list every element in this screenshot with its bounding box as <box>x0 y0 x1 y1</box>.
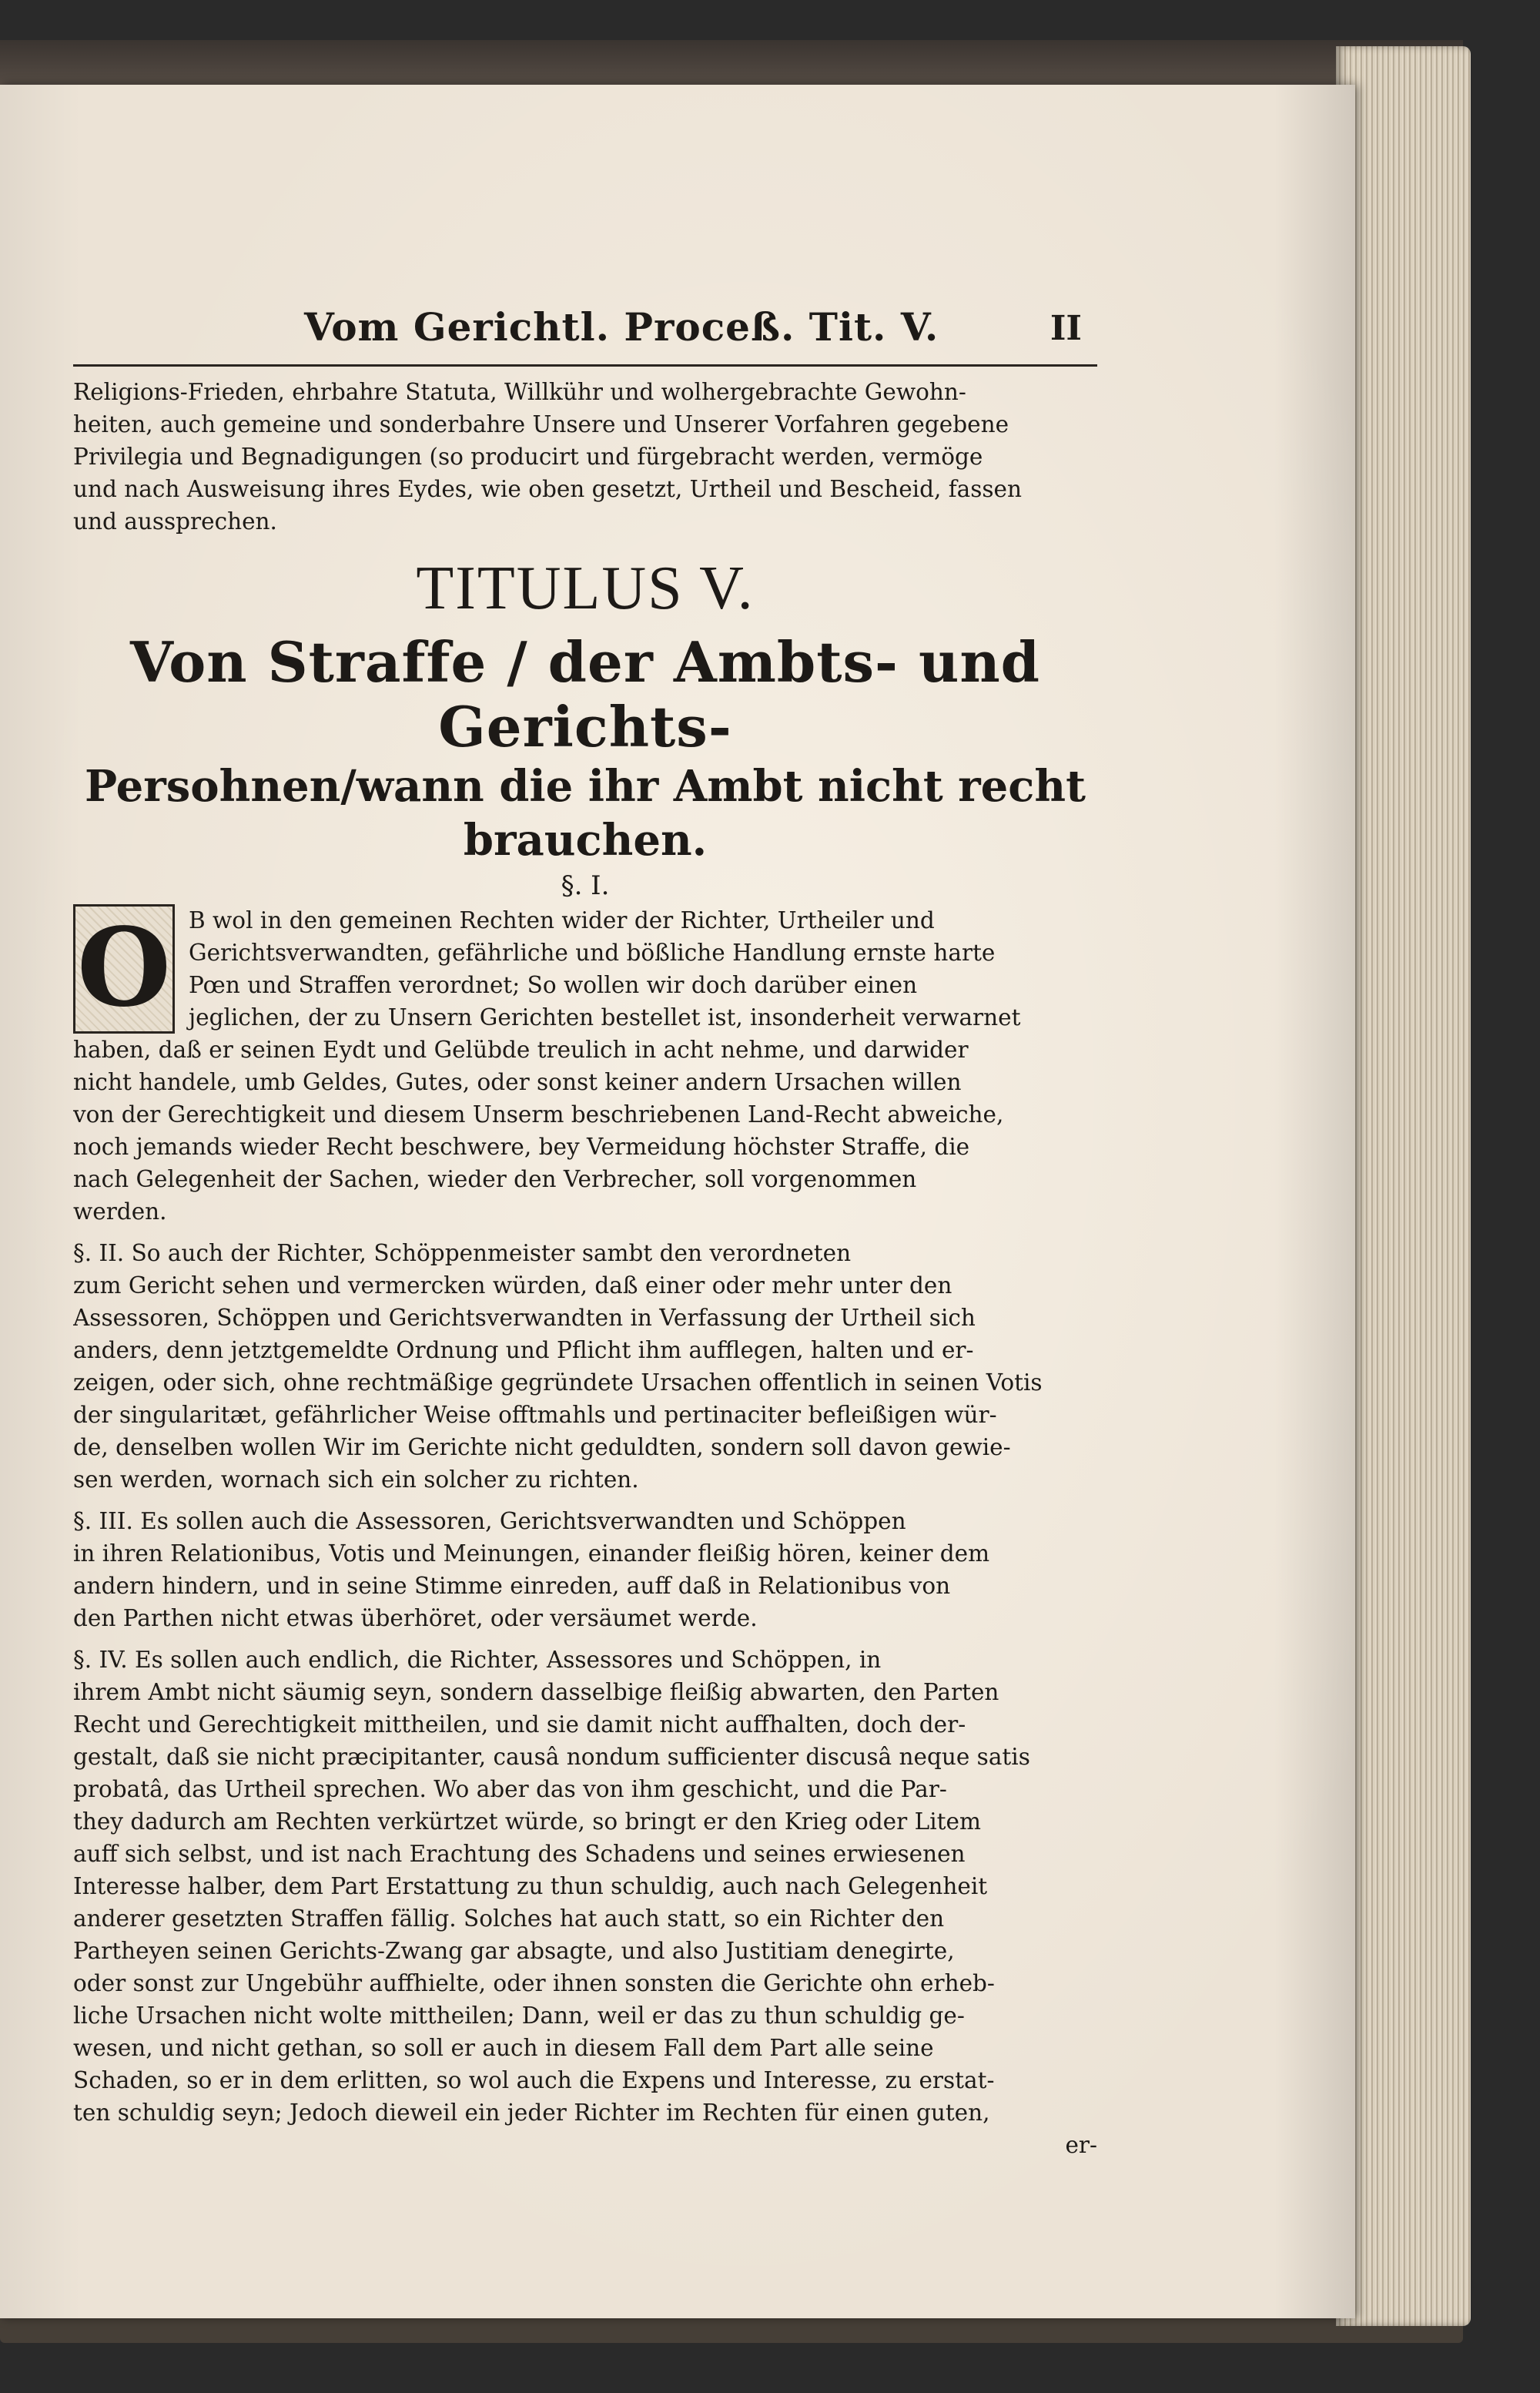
text-line: anderer gesetzten Straffen fällig. Solches hat auch statt, so ein Richter den <box>73 1905 945 1932</box>
text-line: Assessoren, Schöppen und Gerichtsverwandten in Verfassung der Urtheil sich <box>73 1305 976 1331</box>
section-1-paragraph <box>73 904 1097 1228</box>
spacer <box>73 1634 1097 1644</box>
spacer <box>73 1496 1097 1505</box>
text-line: jeglichen, der zu Unsern Gerichten bestellet ist, insonderheit verwarnet <box>189 1004 1021 1031</box>
text-line: werden. <box>73 1198 167 1225</box>
text-line: und nach Ausweisung ihres Eydes, wie oben gesetzt, Urtheil und Bescheid, fassen <box>73 476 1022 502</box>
text-line: noch jemands wieder Recht beschwere, bey Vermeidung höchster Straffe, die <box>73 1134 970 1160</box>
text-line: Recht und Gerechtigkeit mittheilen, und sie damit nicht auffhalten, doch der- <box>73 1711 966 1738</box>
catchword: er- <box>1065 2132 1097 2158</box>
page-number: II <box>1050 309 1082 348</box>
text-line: de, denselben wollen Wir im Gerichte nicht geduldten, sondern soll davon gewie- <box>73 1434 1011 1460</box>
text-line: Partheyen seinen Gerichts-Zwang gar absagte, und also Justitiam denegirte, <box>73 1938 955 1964</box>
text-line: heiten, auch gemeine und sonderbahre Unsere und Unserer Vorfahren gegebene <box>73 411 1009 437</box>
intro-paragraph <box>73 376 1097 538</box>
text-line: ten schuldig seyn; Jedoch dieweil ein jeder Richter im Rechten für einen guten, <box>73 2100 990 2126</box>
text-line: Religions-Frieden, ehrbahre Statuta, Willkühr und wolhergebrachte Gewohn- <box>73 379 966 405</box>
text-line: liche Ursachen nicht wolte mittheilen; Dann, weil er das zu thun schuldig ge- <box>73 2003 965 2029</box>
text-line: they dadurch am Rechten verkürtzet würde, so bringt er den Krieg oder Litem <box>73 1808 981 1835</box>
text-line: den Parthen nicht etwas überhöret, oder versäumet werde. <box>73 1605 758 1631</box>
text-line: Gerichtsverwandten, gefährliche und bößliche Handlung ernste harte <box>189 940 996 966</box>
text-line: Schaden, so er in dem erlitten, so wol auch die Expens und Interesse, zu erstat- <box>73 2067 995 2093</box>
text-line: §. III. Es sollen auch die Assessoren, Gerichtsverwandten und Schöppen <box>73 1508 906 1534</box>
text-line: sen werden, wornach sich ein solcher zu richten. <box>73 1466 639 1493</box>
text-line: der singularitæt, gefährlicher Weise offtmahls und pertinaciter befleißigen wür- <box>73 1402 997 1428</box>
text-line: anders, denn jetztgemeldte Ordnung und Pflicht ihm aufflegen, halten und er- <box>73 1337 974 1363</box>
section-4-paragraph <box>73 1644 1097 2161</box>
chapter-heading-line-2: Persohnen/wann die ihr Ambt nicht recht brauchen. <box>84 761 1086 866</box>
text-line: §. IV. Es sollen auch endlich, die Richter, Assessores und Schöppen, in <box>73 1647 882 1673</box>
text-line: ihrem Ambt nicht säumig seyn, sondern dasselbige fleißig abwarten, den Parten <box>73 1679 999 1705</box>
page-edges <box>1336 46 1471 2326</box>
titulus-heading: TITULUS V. <box>416 555 755 622</box>
section-mark: §. I. <box>561 870 610 901</box>
text-line: nicht handele, umb Geldes, Gutes, oder sonst keiner andern Ursachen willen <box>73 1069 962 1095</box>
text-line: probatâ, das Urtheil sprechen. Wo aber das von ihm geschicht, und die Par- <box>73 1776 947 1802</box>
text-line: haben, daß er seinen Eydt und Gelübde treulich in acht nehme, und darwider <box>73 1037 969 1063</box>
text-line: Pœn und Straffen verordnet; So wollen wir doch darüber einen <box>189 972 918 998</box>
text-line: von der Gerechtigkeit und diesem Unserm beschriebenen Land-Recht abweiche, <box>73 1101 1004 1128</box>
section-3-paragraph <box>73 1505 1097 1634</box>
text-block <box>73 304 1097 2161</box>
text-line: nach Gelegenheit der Sachen, wieder den Verbrecher, soll vorgenommen <box>73 1166 917 1192</box>
text-line: auff sich selbst, und ist nach Erachtung des Schadens und seines erwiesenen <box>73 1841 966 1867</box>
text-line: B wol in den gemeinen Rechten wider der Richter, Urtheiler und <box>189 907 935 933</box>
chapter-heading-line-1: Von Straffe / der Ambts- und Gerichts- <box>129 629 1041 759</box>
text-line: oder sonst zur Ungebühr auffhielte, oder ihnen sonsten die Gerichte ohn erheb- <box>73 1970 995 1996</box>
text-line: zeigen, oder sich, ohne rechtmäßige gegründete Ursachen offentlich in seinen Votis <box>73 1369 1043 1396</box>
text-line: Privilegia und Begnadigungen (so producirt und fürgebracht werden, vermöge <box>73 444 983 470</box>
text-line: zum Gericht sehen und vermercken würden, daß einer oder mehr unter den <box>73 1272 952 1299</box>
text-line: andern hindern, und in seine Stimme einreden, auff daß in Relationibus von <box>73 1573 951 1599</box>
text-line: §. II. So auch der Richter, Schöppenmeister sambt den verordneten <box>73 1240 852 1266</box>
text-line: und aussprechen. <box>73 508 277 535</box>
running-head <box>73 304 1097 367</box>
text-line: gestalt, daß sie nicht præcipitanter, causâ nondum sufficienter discusâ neque satis <box>73 1744 1030 1770</box>
running-head-title: Vom Gerichtl. Proceß. Tit. V. <box>304 304 939 350</box>
spacer <box>73 1228 1097 1237</box>
drop-cap-initial: O <box>73 904 175 1034</box>
section-2-paragraph <box>73 1237 1097 1496</box>
text-line: wesen, und nicht gethan, so soll er auch in diesem Fall dem Part alle seine <box>73 2035 934 2061</box>
book-page <box>0 85 1355 2318</box>
text-line: Interesse halber, dem Part Erstattung zu thun schuldig, auch nach Gelegenheit <box>73 1873 988 1899</box>
text-line: in ihren Relationibus, Votis und Meinungen, einander fleißig hören, keiner dem <box>73 1540 990 1567</box>
